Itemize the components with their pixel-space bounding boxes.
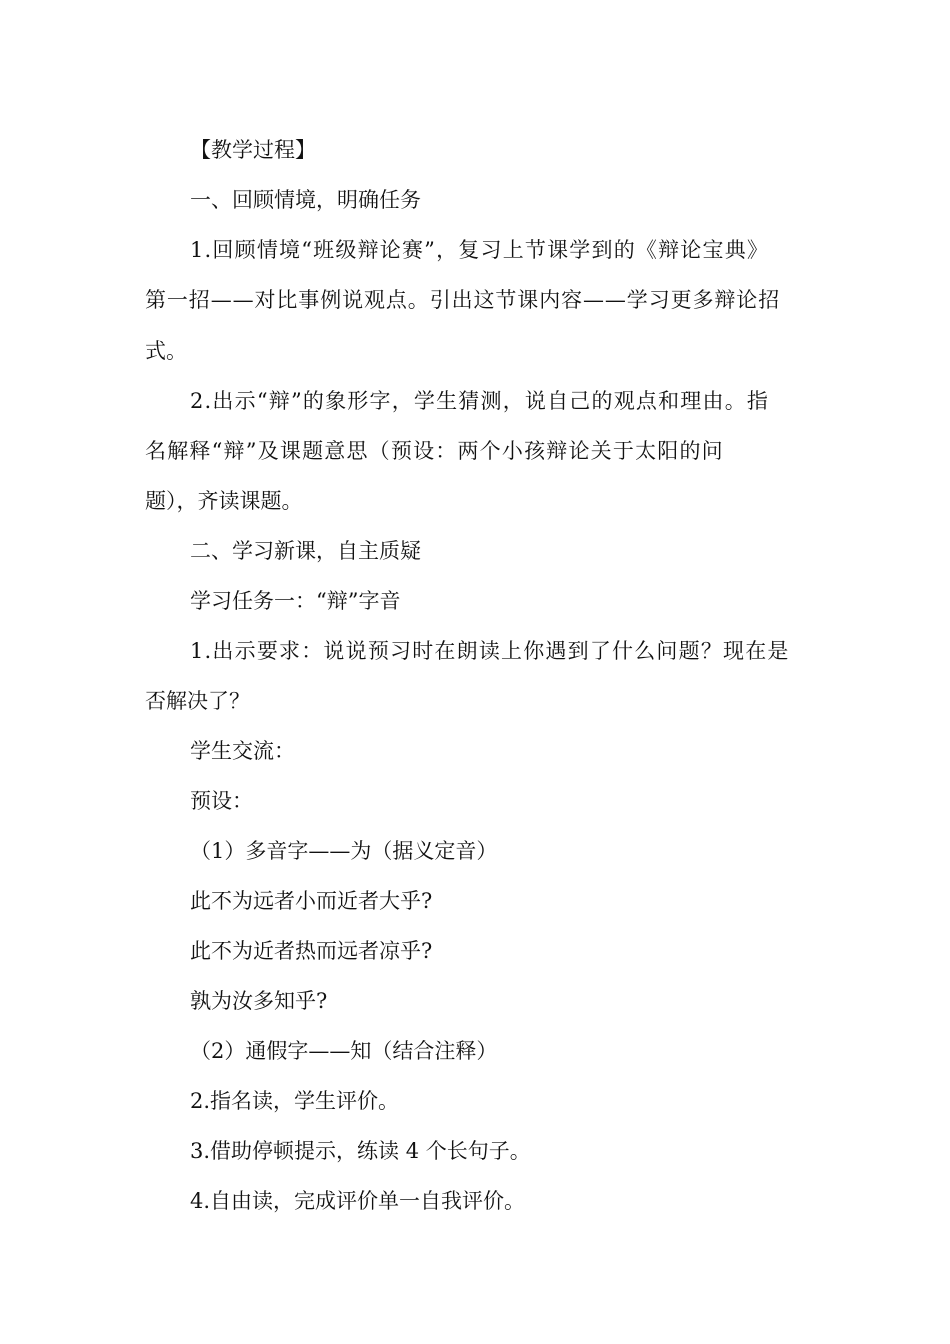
section-1-title: 一、回顾情境，明确任务 bbox=[190, 188, 421, 212]
student-exchange-label: 学生交流： bbox=[190, 739, 295, 763]
paragraph-2-line-3: 题），齐读课题。 bbox=[145, 489, 303, 513]
paragraph-1-line-2: 第一招——对比事例说观点。引出这节课内容——学习更多辩论招 bbox=[145, 288, 781, 312]
task-1-title: 学习任务一：“辩”字音 bbox=[190, 589, 401, 613]
sub-item-2: （2）通假字——知（结合注释） bbox=[190, 1039, 498, 1063]
example-sentence-1: 此不为远者小而近者大乎? bbox=[190, 889, 433, 913]
item-4: 4.自由读，完成评价单一自我评价。 bbox=[190, 1189, 526, 1213]
item-3: 3.借助停顿提示，练读 4 个长句子。 bbox=[190, 1139, 531, 1163]
section-heading: 【教学过程】 bbox=[190, 138, 316, 162]
paragraph-2-line-2: 名解释“辩”及课题意思（预设：两个小孩辩论关于太阳的问 bbox=[145, 439, 724, 463]
item-1-line-1: 1.出示要求：说说预习时在朗读上你遇到了什么问题？现在是 bbox=[190, 639, 790, 663]
item-1-line-2: 否解决了？ bbox=[145, 689, 250, 713]
preset-label: 预设： bbox=[190, 789, 253, 813]
paragraph-1-line-1: 1.回顾情境“班级辩论赛”，复习上节课学到的《辩论宝典》 bbox=[190, 238, 770, 262]
paragraph-2-line-1: 2.出示“辩”的象形字，学生猜测，说自己的观点和理由。指 bbox=[190, 389, 770, 413]
item-2: 2.指名读，学生评价。 bbox=[190, 1089, 400, 1113]
example-sentence-2: 此不为近者热而远者凉乎? bbox=[190, 939, 433, 963]
sub-item-1: （1）多音字——为（据义定音） bbox=[190, 839, 498, 863]
paragraph-1-line-3: 式。 bbox=[145, 339, 187, 363]
example-sentence-3: 孰为汝多知乎? bbox=[190, 989, 328, 1013]
section-2-title: 二、学习新课，自主质疑 bbox=[190, 539, 421, 563]
